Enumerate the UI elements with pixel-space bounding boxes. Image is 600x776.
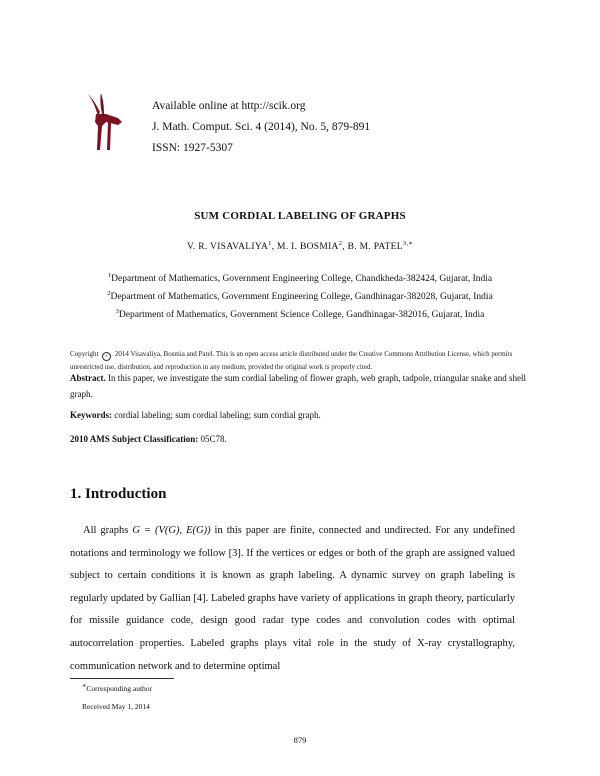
author-sup: 1 (268, 239, 272, 247)
affiliation (0, 307, 600, 320)
antelope-icon (84, 92, 124, 152)
ams-classification (70, 434, 538, 444)
keywords-label: Keywords: (70, 410, 112, 420)
affiliation (0, 289, 600, 302)
affiliation-text: Department of Mathematics, Government Engineering College, Gandhinagar-382028, Gujarat, India (110, 292, 493, 302)
keywords-text: cordial labeling; sum cordial labeling; sum cordial graph. (114, 410, 321, 420)
author-sup: 3,∗ (402, 239, 414, 247)
corresponding-author-footnote (82, 684, 152, 693)
received-date: Received May 1, 2014 (82, 702, 150, 711)
abstract-text: In this paper, we investigate the sum cordial labeling of flower graph, web graph, tadpole, triangular snake and shell graph. (70, 373, 527, 399)
journal-citation: J. Math. Comput. Sci. 4 (2014), No. 5, 879-891 (152, 121, 371, 133)
introduction-body (70, 520, 515, 678)
ams-label: 2010 AMS Subject Classification: (70, 434, 199, 444)
journal-header (152, 96, 370, 159)
affiliation-sup: 3 (115, 307, 119, 315)
affiliation-sup: 1 (107, 271, 112, 279)
footnote-sup: ∗ (82, 682, 87, 690)
copyright-icon: c (102, 352, 111, 361)
author-name: B. M. PATEL (347, 242, 403, 252)
footnote-divider (70, 678, 174, 679)
availability-line: Available online at http://scik.org (152, 100, 306, 112)
abstract (70, 370, 538, 402)
affiliation-text: Department of Mathematics, Government Engineering College, Chandkheda-382424, Gujarat, India (111, 274, 493, 284)
paragraph-text: All graphs (83, 525, 133, 536)
affiliation (0, 271, 600, 284)
page-number: 879 (293, 735, 307, 745)
section-heading: 1. Introduction (70, 486, 167, 502)
affiliation-sup: 2 (107, 289, 111, 297)
paragraph-text: in this paper are finite, connected and undirected. For any undefined notations and terminology we follow [3]. If the vertices or edges or both of the graph are assigned valued subject to certain conditions it is known as graph labeling. A dynamic survey on graph labeling is regularly updated by Gallian [4]. Labeled graphs have variety of applications in graph theory, particularly for missile guidance code, design good radar type codes and convolution codes with optimal autocorrelation properties. Labeled graphs plays vital role in the study of X-ray crystallography, communication network and to determine optimal (70, 525, 515, 672)
journal-logo (84, 92, 124, 152)
copyright-text: 2014 Visavaliya, Bosmia and Patel. This is an open access article distributed under the Creative Commons Attribution License, which permits unrestricted use, distribution, and reproduction in any medium, provided the original work is properly cited. (70, 350, 513, 371)
author-list: V. R. VISAVALIYA$^1$, M. I. BOSMIA$^2$, B. M. $PATEL^{3,∗}$ (186, 239, 414, 252)
affiliation-text: Department of Mathematics, Government Science College, Gandhinagar-382016, Gujarat, India (118, 310, 485, 320)
introduction-paragraph (70, 520, 515, 678)
ams-text: 05C78. (200, 434, 227, 444)
paper-title: SUM CORDIAL LABELING OF GRAPHS (194, 210, 406, 222)
copyright-prefix: Copyright (70, 350, 99, 358)
author-name: V. R. VISAVALIYA (186, 242, 269, 252)
issn-line: ISSN: 1927-5307 (152, 142, 233, 154)
footnote-text: Corresponding author (86, 684, 153, 693)
keywords (70, 410, 538, 420)
author-name: M. I. BOSMIA (277, 242, 339, 252)
abstract-label: Abstract. (70, 373, 106, 383)
author-sup: 2 (338, 239, 343, 247)
graph-notation: G = (V(G), E(G)) (132, 525, 211, 536)
